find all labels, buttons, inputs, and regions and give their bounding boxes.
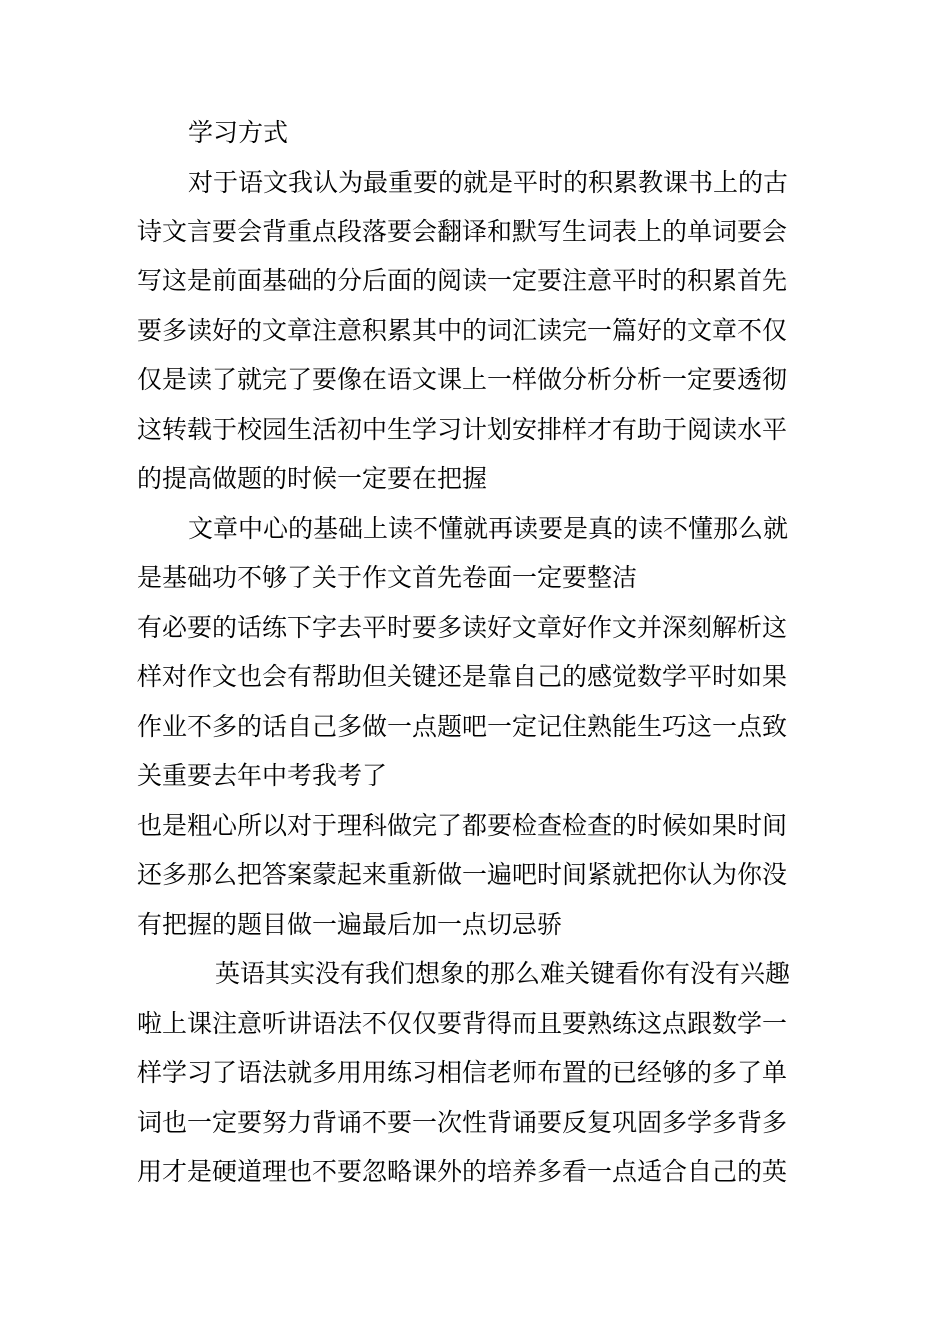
document-heading: 学习方式 xyxy=(188,118,289,147)
paragraph-line: 有把握的题目做一遍最后加一点切忌骄 xyxy=(137,910,563,939)
paragraph-line: 写这是前面基础的分后面的阅读一定要注意平时的积累首先 xyxy=(137,266,788,295)
paragraph-line: 要多读好的文章注意积累其中的词汇读完一篇好的文章不仅 xyxy=(137,316,788,345)
paragraph-line: 诗文言要会背重点段落要会翻译和默写生词表上的单词要会 xyxy=(137,217,788,246)
paragraph-line: 这转载于校园生活初中生学习计划安排样才有助于阅读水平 xyxy=(137,415,788,444)
paragraph-line: 的提高做题的时候一定要在把握 xyxy=(137,464,488,493)
paragraph-line: 英语其实没有我们想象的那么难关键看你有没有兴趣 xyxy=(215,959,791,988)
paragraph-line: 词也一定要努力背诵不要一次性背诵要反复巩固多学多背多 xyxy=(137,1108,788,1137)
paragraph-line: 文章中心的基础上读不懂就再读要是真的读不懂那么就 xyxy=(188,514,789,543)
paragraph-line: 仅是读了就完了要像在语文课上一样做分析分析一定要透彻 xyxy=(137,365,788,394)
paragraph-line: 啦上课注意听讲语法不仅仅要背得而且要熟练这点跟数学一 xyxy=(137,1009,788,1038)
paragraph-line: 有必要的话练下字去平时要多读好文章好作文并深刻解析这 xyxy=(137,613,788,642)
paragraph-line: 是基础功不够了关于作文首先卷面一定要整洁 xyxy=(137,563,638,592)
paragraph-line: 对于语文我认为最重要的就是平时的积累教课书上的古 xyxy=(188,168,789,197)
paragraph-line: 还多那么把答案蒙起来重新做一遍吧时间紧就把你认为你没 xyxy=(137,860,788,889)
paragraph-line: 样学习了语法就多用用练习相信老师布置的已经够的多了单 xyxy=(137,1058,788,1087)
paragraph-line: 关重要去年中考我考了 xyxy=(137,761,388,790)
paragraph-line: 用才是硬道理也不要忽略课外的培养多看一点适合自己的英 xyxy=(137,1157,788,1186)
paragraph-line: 也是粗心所以对于理科做完了都要检查检查的时候如果时间 xyxy=(137,811,788,840)
paragraph-line: 作业不多的话自己多做一点题吧一定记住熟能生巧这一点致 xyxy=(137,712,788,741)
paragraph-line: 样对作文也会有帮助但关键还是靠自己的感觉数学平时如果 xyxy=(137,662,788,691)
